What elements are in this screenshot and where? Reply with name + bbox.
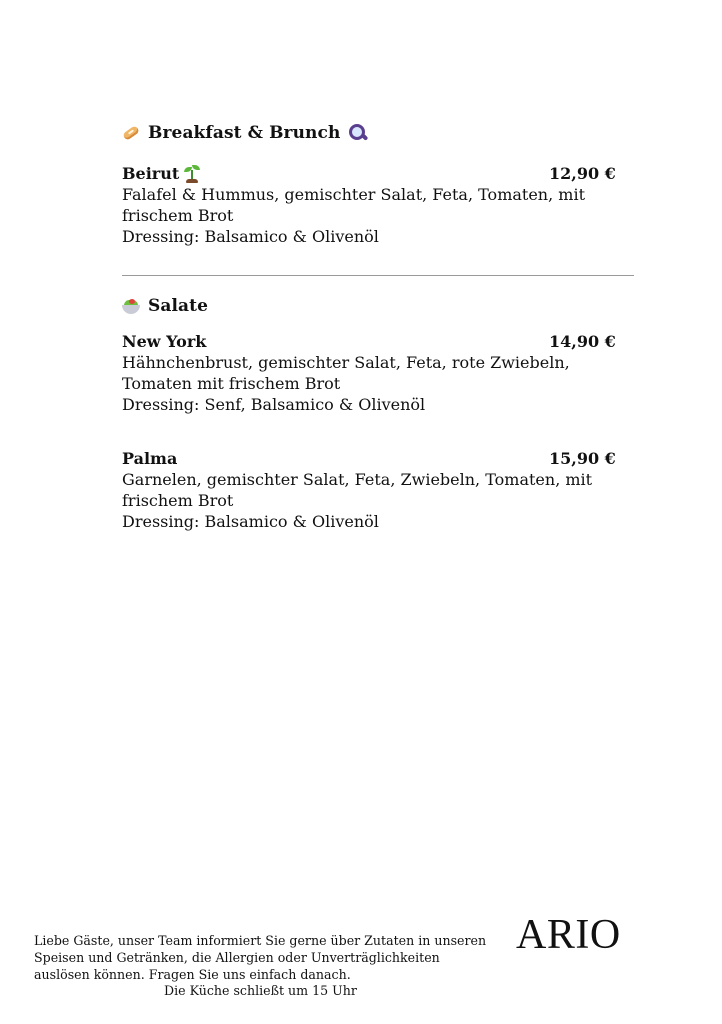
menu-item-description: Falafel & Hummus, gemischter Salat, Feta, Tomaten, mit frischem Brot bbox=[122, 185, 585, 225]
menu-item-dressing: Dressing: Balsamico & Olivenöl bbox=[122, 227, 379, 246]
magnifier-icon bbox=[348, 123, 368, 143]
menu-item-palma bbox=[122, 448, 634, 532]
menu-item-head bbox=[122, 163, 634, 184]
section-title-breakfast bbox=[122, 123, 368, 143]
menu-item-price: 14,90 € bbox=[549, 332, 616, 351]
section-title-salate-text: Salate bbox=[148, 296, 209, 316]
menu-item-new-york bbox=[122, 331, 634, 415]
kitchen-closing-time: Die Küche schließt um 15 Uhr bbox=[164, 983, 357, 998]
menu-item-head bbox=[122, 331, 634, 352]
menu-item-head bbox=[122, 448, 634, 469]
menu-item-description: Hähnchenbrust, gemischter Salat, Feta, rote Zwiebeln, Tomaten mit frischem Brot bbox=[122, 353, 570, 393]
menu-item-dressing: Dressing: Senf, Balsamico & Olivenöl bbox=[122, 395, 426, 414]
menu-item-dressing: Dressing: Balsamico & Olivenöl bbox=[122, 512, 379, 531]
menu-item-name: New York bbox=[122, 332, 207, 351]
menu-item-name: Beirut bbox=[122, 164, 180, 183]
menu-item-description: Garnelen, gemischter Salat, Feta, Zwiebeln, Tomaten, mit frischem Brot bbox=[122, 470, 593, 510]
allergy-notice: Liebe Gäste, unser Team informiert Sie gerne über Zutaten in unseren Speisen und Getränken, die Allergien oder Unverträglichkeiten auslösen können. Fragen Sie uns einfach danach. bbox=[34, 933, 487, 982]
menu-item-price: 12,90 € bbox=[549, 164, 616, 183]
section-divider bbox=[122, 275, 634, 276]
brand-logo: ARIO bbox=[516, 912, 621, 958]
menu-item-name: Palma bbox=[122, 449, 178, 468]
bread-icon bbox=[122, 126, 140, 140]
section-title-breakfast-text: Breakfast & Brunch bbox=[148, 123, 341, 143]
seedling-icon bbox=[183, 165, 201, 183]
section-title-salate bbox=[122, 296, 208, 316]
menu-item-beirut bbox=[122, 163, 634, 247]
salad-icon bbox=[122, 297, 140, 315]
menu-item-price: 15,90 € bbox=[549, 449, 616, 468]
